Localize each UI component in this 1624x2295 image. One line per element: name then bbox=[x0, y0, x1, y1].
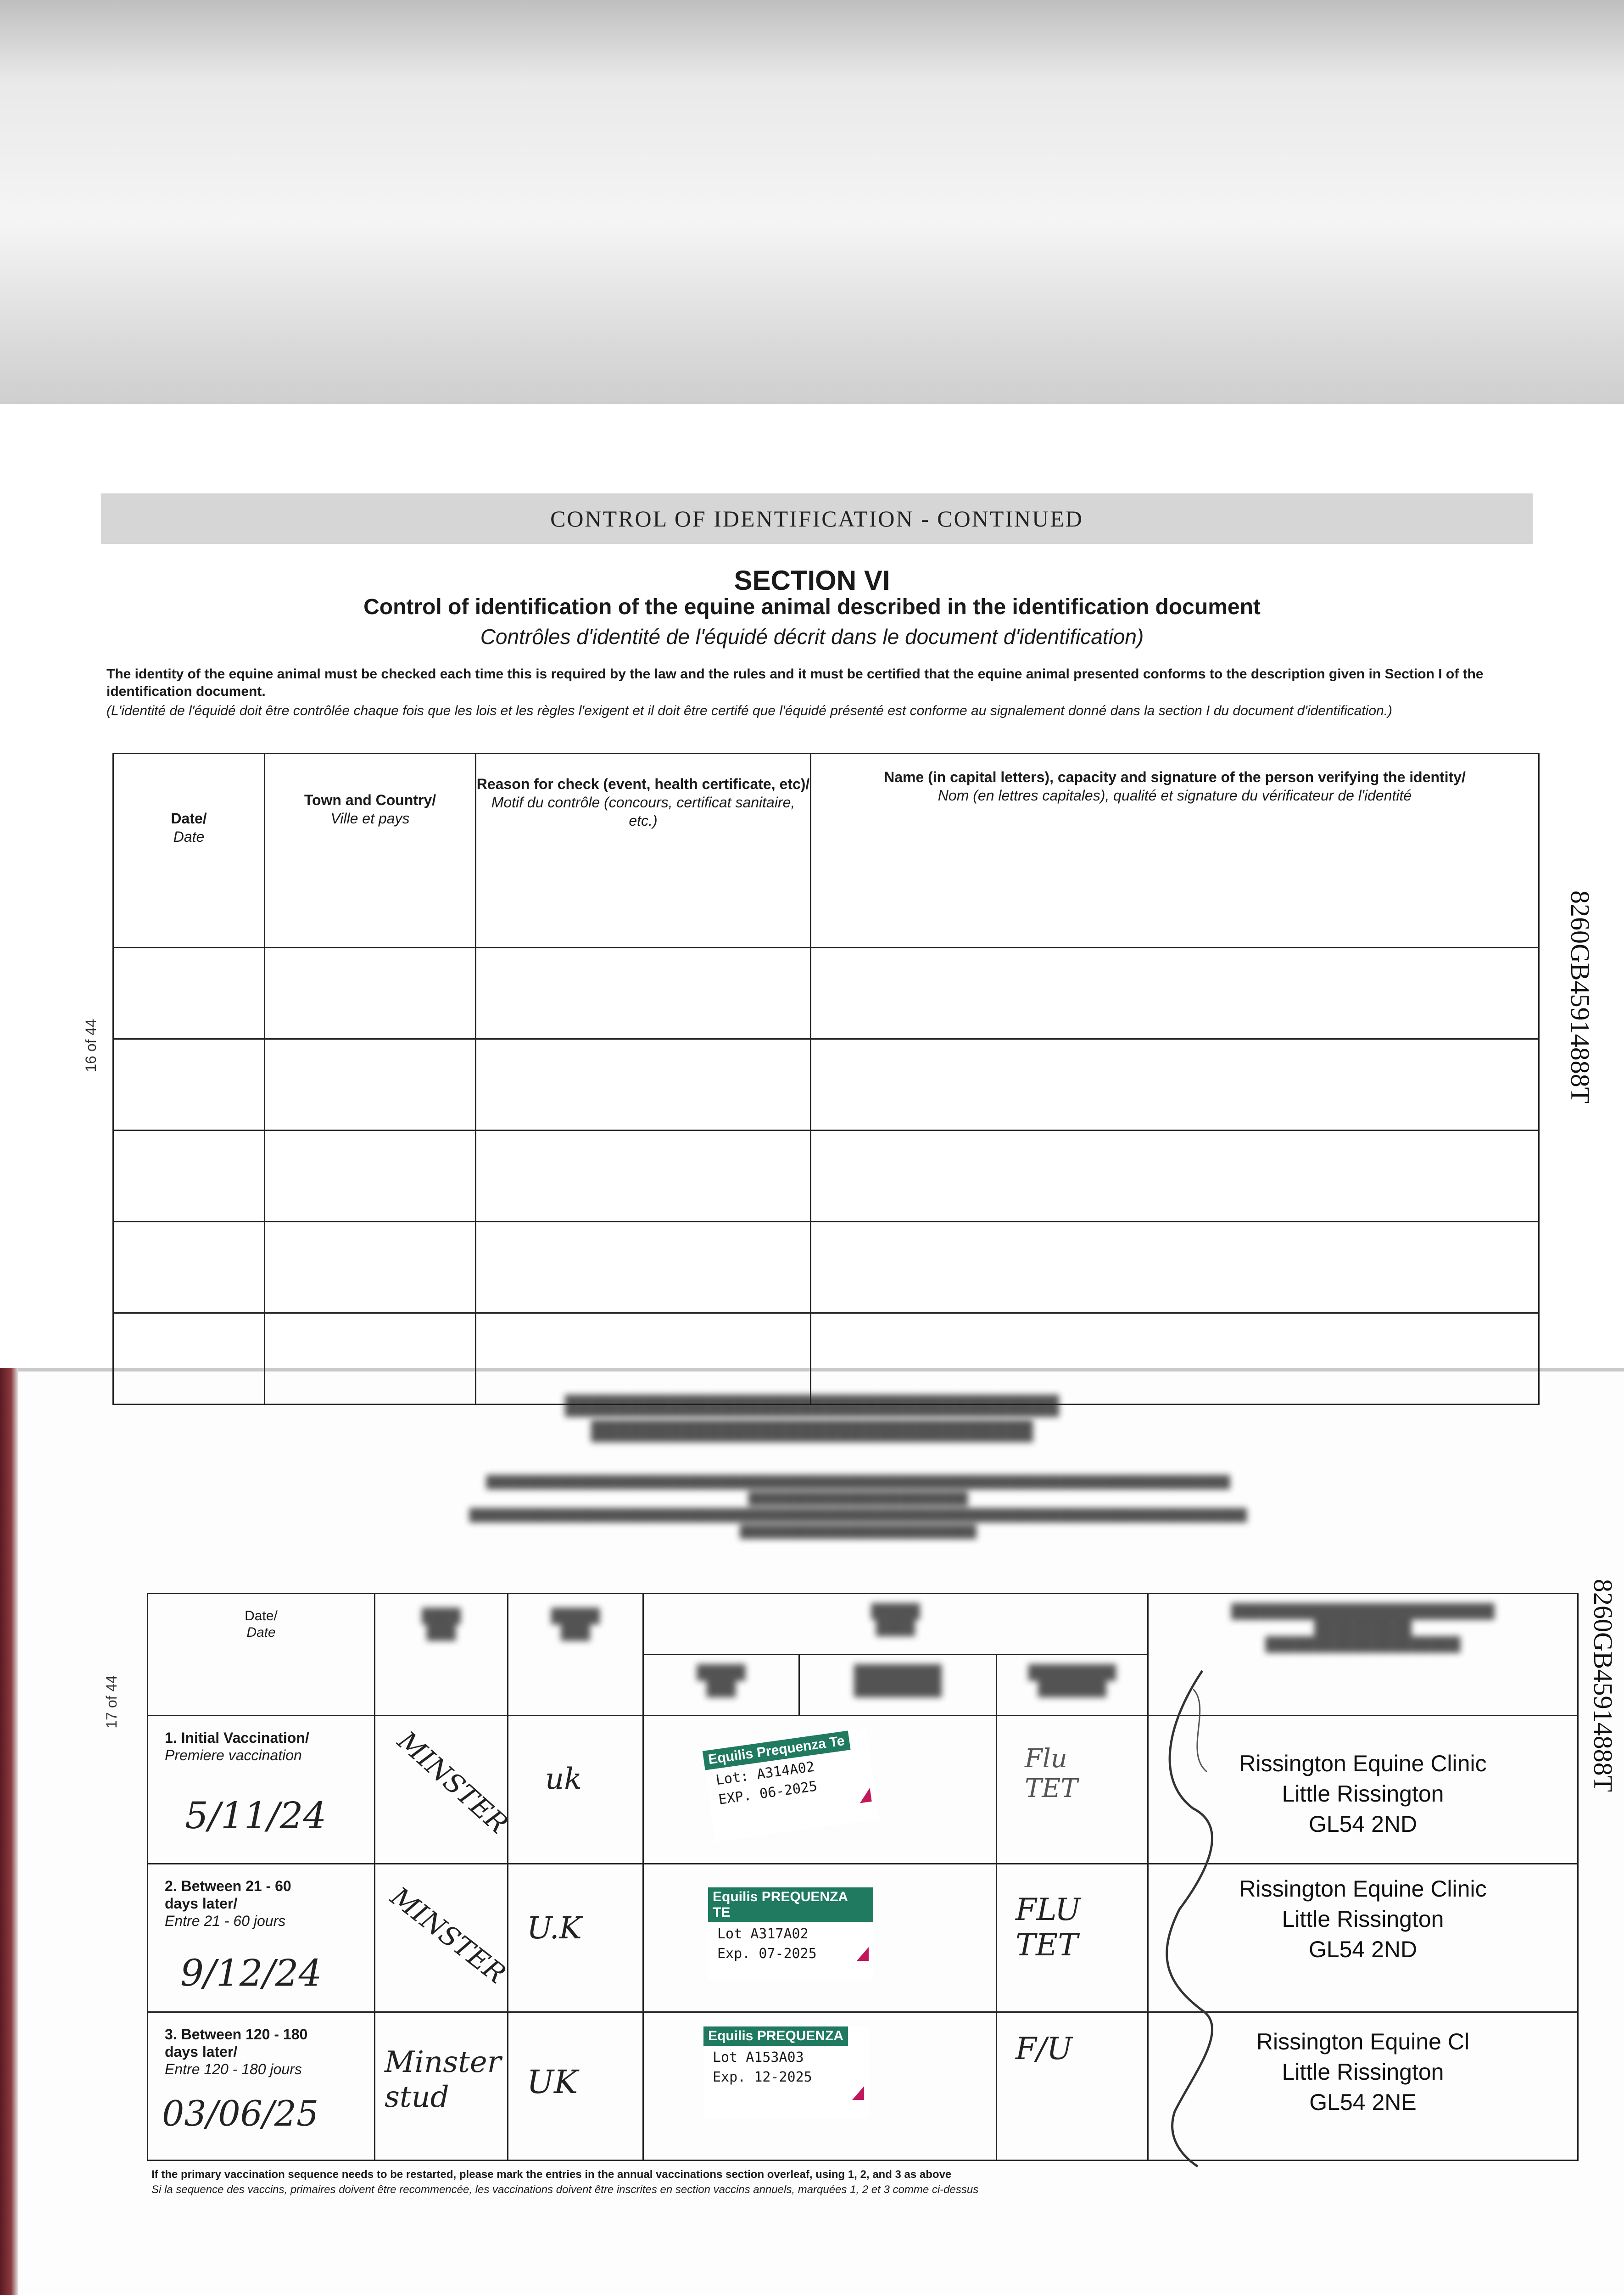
row2-label-en: 2. Between 21 - 60 days later/ bbox=[165, 1878, 291, 1912]
header-name-blurred: █████ ███ bbox=[643, 1655, 799, 1716]
header-batch-blurred: █████████ █████████ bbox=[799, 1655, 997, 1716]
row3-exp-label: Exp. bbox=[713, 2069, 746, 2085]
row3-sticker-cell bbox=[643, 2012, 997, 2161]
banner-text: CONTROL OF IDENTIFICATION - CONTINUED bbox=[550, 506, 1083, 532]
row2-sticker-product: PREQUENZA TE bbox=[713, 1889, 848, 1920]
row1-place-cell bbox=[375, 1716, 514, 1864]
header-reason-fr: Motif du contrôle (concours, certificat sanitaire, etc.) bbox=[491, 794, 795, 829]
row1-label-fr: Premiere vaccination bbox=[165, 1747, 302, 1763]
section-banner bbox=[101, 493, 1533, 544]
row2-date-cell bbox=[148, 1864, 375, 2012]
row1-stamp-line1: Rissington Equine Clinic bbox=[1239, 1751, 1487, 1776]
header-date bbox=[113, 754, 265, 948]
row2-exp: 07-2025 bbox=[759, 1946, 817, 1962]
row1-label-en: 1. Initial Vaccination/ bbox=[165, 1730, 309, 1746]
row3-country-cell bbox=[508, 2012, 643, 2161]
empty-cell bbox=[265, 1313, 476, 1405]
header-vacc-date-fr: Date bbox=[246, 1625, 276, 1640]
table-row bbox=[113, 1313, 1539, 1405]
blurred-paragraph: ████████████████████████████████████████████████████████████████████████████████████████ ██████████████████████████ ████████████████████████████████████████████████████████████████████████████████████████████ ████████████████████████████ bbox=[469, 1475, 1247, 1538]
footnote-english: If the primary vaccination sequence needs to be restarted, please mark the entries in the annual vaccinations section overleaf, using 1, 2, and 3 as above bbox=[151, 2168, 952, 2181]
empty-cell bbox=[113, 1131, 265, 1222]
row1-exp: 06-2025 bbox=[759, 1778, 819, 1802]
header-verifier-en: Name (in capital letters), capacity and signature of the person verifying the identity/ bbox=[884, 769, 1466, 785]
row3-date-cell bbox=[148, 2012, 375, 2161]
header-verifier-fr: Nom (en lettres capitales), qualité et signature du vérificateur de l'identité bbox=[938, 787, 1412, 804]
table-row bbox=[113, 1222, 1539, 1313]
row2-vaccine-sticker bbox=[708, 1887, 873, 1979]
empty-cell bbox=[811, 1039, 1539, 1131]
row3-sticker-product: PREQUENZA bbox=[757, 2028, 844, 2043]
intro-english: The identity of the equine animal must be checked each time this is required by the law and the rules and it must be certified that the equine animal presented conforms to the description given in Section I of the identification document. bbox=[106, 666, 1484, 699]
row2-stamp-line2: Little Rissington bbox=[1282, 1906, 1444, 1932]
header-verifier bbox=[811, 754, 1539, 948]
row3-country: UK bbox=[527, 2063, 578, 2101]
header-vacc-date bbox=[148, 1594, 375, 1716]
row3-lot-line bbox=[713, 2049, 869, 2066]
header-disease-blurred: █████████ ███████ bbox=[997, 1655, 1148, 1716]
subtitle-english: Control of identification of the equine animal described in the identification document bbox=[363, 595, 1261, 619]
row2-place-cell bbox=[375, 1864, 512, 2012]
passport-number-lower: 8260GB45914888T bbox=[1588, 1579, 1618, 1792]
header-place-blurred: ████ ███ bbox=[375, 1594, 508, 1716]
row2-label bbox=[165, 1877, 302, 1930]
row1-sticker-cell bbox=[643, 1716, 997, 1864]
row3-label-en: 3. Between 120 - 180 days later/ bbox=[165, 2026, 308, 2060]
row2-lot: A317A02 bbox=[750, 1926, 809, 1942]
header-vaccine-blurred: █████ ████ bbox=[643, 1594, 1148, 1655]
table-row bbox=[148, 1716, 1578, 1864]
row2-country-cell bbox=[508, 1864, 643, 2012]
table-row bbox=[148, 2012, 1578, 2161]
row1-label bbox=[165, 1729, 309, 1764]
row3-lot: A153A03 bbox=[746, 2049, 804, 2066]
row1-country: uk bbox=[545, 1762, 582, 1796]
empty-cell bbox=[113, 1313, 265, 1405]
header-reason bbox=[476, 754, 811, 948]
empty-cell bbox=[265, 948, 476, 1039]
row2-disease-cell bbox=[997, 1864, 1148, 2012]
row3-stamp-line1: Rissington Equine Cl bbox=[1256, 2029, 1470, 2054]
empty-cell bbox=[113, 948, 265, 1039]
row2-stamp-line1: Rissington Equine Clinic bbox=[1239, 1876, 1487, 1902]
row2-country: U.K bbox=[527, 1910, 582, 1946]
empty-cell bbox=[476, 1222, 811, 1313]
header-town-fr: Ville et pays bbox=[330, 810, 410, 827]
booklet-cover-edge bbox=[0, 1368, 18, 2295]
empty-cell bbox=[265, 1039, 476, 1131]
row1-exp-label: EXP. bbox=[717, 1787, 753, 1808]
empty-cell bbox=[476, 948, 811, 1039]
header-vet-blurred: ███████████████████████████ ██████████ ████████████████████ bbox=[1148, 1594, 1578, 1716]
row1-place: MINSTER bbox=[391, 1725, 514, 1840]
row3-stamp-line2: Little Rissington bbox=[1282, 2059, 1444, 2085]
empty-cell bbox=[476, 1313, 811, 1405]
row3-sticker-brand: Equilis bbox=[708, 2028, 753, 2043]
row1-sticker-product: Prequenza Te bbox=[755, 1733, 846, 1761]
empty-cell bbox=[811, 1313, 1539, 1405]
identity-check-table bbox=[112, 753, 1540, 1405]
row3-date: 03/06/25 bbox=[162, 2093, 319, 2134]
row1-sticker-brand: Equilis bbox=[707, 1746, 754, 1768]
row3-sticker-mark bbox=[852, 2086, 864, 2100]
row3-lot-label: Lot bbox=[713, 2049, 738, 2066]
section-title: SECTION VI bbox=[734, 565, 890, 596]
blurred-subheading: ██████████████████████████████████ bbox=[591, 1421, 1033, 1441]
scanner-background bbox=[0, 0, 1624, 404]
table-row bbox=[113, 948, 1539, 1039]
row2-exp-line bbox=[717, 1946, 873, 1962]
row2-stamp-line3: GL54 2ND bbox=[1308, 1937, 1418, 1962]
row1-date: 5/11/24 bbox=[185, 1794, 327, 1837]
empty-cell bbox=[113, 1222, 265, 1313]
row3-exp-line bbox=[713, 2069, 869, 2085]
row3-sticker-header bbox=[703, 2026, 848, 2046]
header-date-en: Date/ bbox=[171, 810, 207, 827]
row3-vaccine-sticker bbox=[703, 2026, 869, 2118]
empty-cell bbox=[811, 1131, 1539, 1222]
page-number-lower: 17 of 44 bbox=[103, 1675, 120, 1729]
row2-exp-label: Exp. bbox=[717, 1946, 751, 1962]
row2-label-fr: Entre 21 - 60 jours bbox=[165, 1913, 286, 1929]
row2-lot-label: Lot bbox=[717, 1926, 742, 1942]
subtitle-french: Contrôles d'identité de l'équidé décrit dans le document d'identification) bbox=[480, 625, 1144, 649]
header-town-en: Town and Country/ bbox=[304, 792, 436, 808]
row3-disease-cell bbox=[997, 2012, 1148, 2161]
intro-french: (L'identité de l'équidé doit être contrôlée chaque fois que les lois et les règles l'exigent et il doit être certifé que l'équidé présenté est conforme au signalement donné dans la section I du document d'identification.) bbox=[106, 703, 1393, 718]
header-town bbox=[265, 754, 476, 948]
row1-stamp-line3: GL54 2ND bbox=[1308, 1811, 1418, 1837]
row1-country-cell bbox=[508, 1716, 643, 1864]
row1-lot: A314A02 bbox=[756, 1758, 816, 1783]
row3-label bbox=[165, 2026, 330, 2078]
blurred-heading: ██████████████████████████████████████ bbox=[565, 1395, 1059, 1416]
row2-lot-line bbox=[717, 1926, 873, 1942]
row1-disease: Flu TET bbox=[1025, 1744, 1078, 1803]
row1-stamp-line2: Little Rissington bbox=[1282, 1781, 1444, 1807]
row2-disease: FLU TET bbox=[1016, 1892, 1081, 1963]
row3-exp: 12-2025 bbox=[754, 2069, 812, 2085]
row2-sticker-brand: Equilis bbox=[713, 1889, 758, 1904]
empty-cell bbox=[811, 948, 1539, 1039]
row1-lot-label: Lot: bbox=[714, 1768, 750, 1789]
row2-sticker-mark bbox=[857, 1947, 869, 1961]
header-country-blurred: █████ ███ bbox=[508, 1594, 643, 1716]
row2-place: MINSTER bbox=[385, 1881, 512, 1990]
table-row bbox=[113, 1039, 1539, 1131]
row3-stamp-line3: GL54 2NE bbox=[1309, 2089, 1417, 2115]
page-number-upper: 16 of 44 bbox=[83, 1019, 99, 1072]
empty-cell bbox=[811, 1222, 1539, 1313]
row3-disease: F/U bbox=[1016, 2031, 1072, 2066]
row1-vaccine-sticker bbox=[703, 1728, 879, 1842]
vaccination-table bbox=[147, 1593, 1579, 2161]
table-row bbox=[148, 1864, 1578, 2012]
empty-cell bbox=[476, 1131, 811, 1222]
empty-cell bbox=[265, 1131, 476, 1222]
empty-cell bbox=[476, 1039, 811, 1131]
row2-date: 9/12/24 bbox=[180, 1952, 322, 1994]
header-reason-en: Reason for check (event, health certificate, etc)/ bbox=[476, 776, 810, 792]
row3-place: Minster stud bbox=[385, 2045, 502, 2114]
header-date-fr: Date bbox=[173, 828, 205, 845]
row1-date-cell bbox=[148, 1716, 375, 1864]
row2-sticker-header bbox=[708, 1887, 873, 1922]
empty-cell bbox=[113, 1039, 265, 1131]
footnote-french: Si la sequence des vaccins, primaires doivent être recommencée, les vaccinations doivent être inscrites en section vaccins annuels, marquées 1, 2 et 3 comme ci-dessus bbox=[151, 2183, 979, 2196]
row1-sticker-mark bbox=[858, 1788, 872, 1803]
vet-signature bbox=[1138, 1634, 1257, 2176]
row2-sticker-cell bbox=[643, 1864, 997, 2012]
row3-label-fr: Entre 120 - 180 jours bbox=[165, 2061, 302, 2077]
header-vacc-date-en: Date/ bbox=[245, 1608, 278, 1623]
empty-cell bbox=[265, 1222, 476, 1313]
row1-disease-cell bbox=[997, 1716, 1148, 1864]
passport-number-upper: 8260GB45914888T bbox=[1565, 890, 1595, 1103]
table-row bbox=[113, 1131, 1539, 1222]
row3-place-cell bbox=[375, 2012, 508, 2161]
